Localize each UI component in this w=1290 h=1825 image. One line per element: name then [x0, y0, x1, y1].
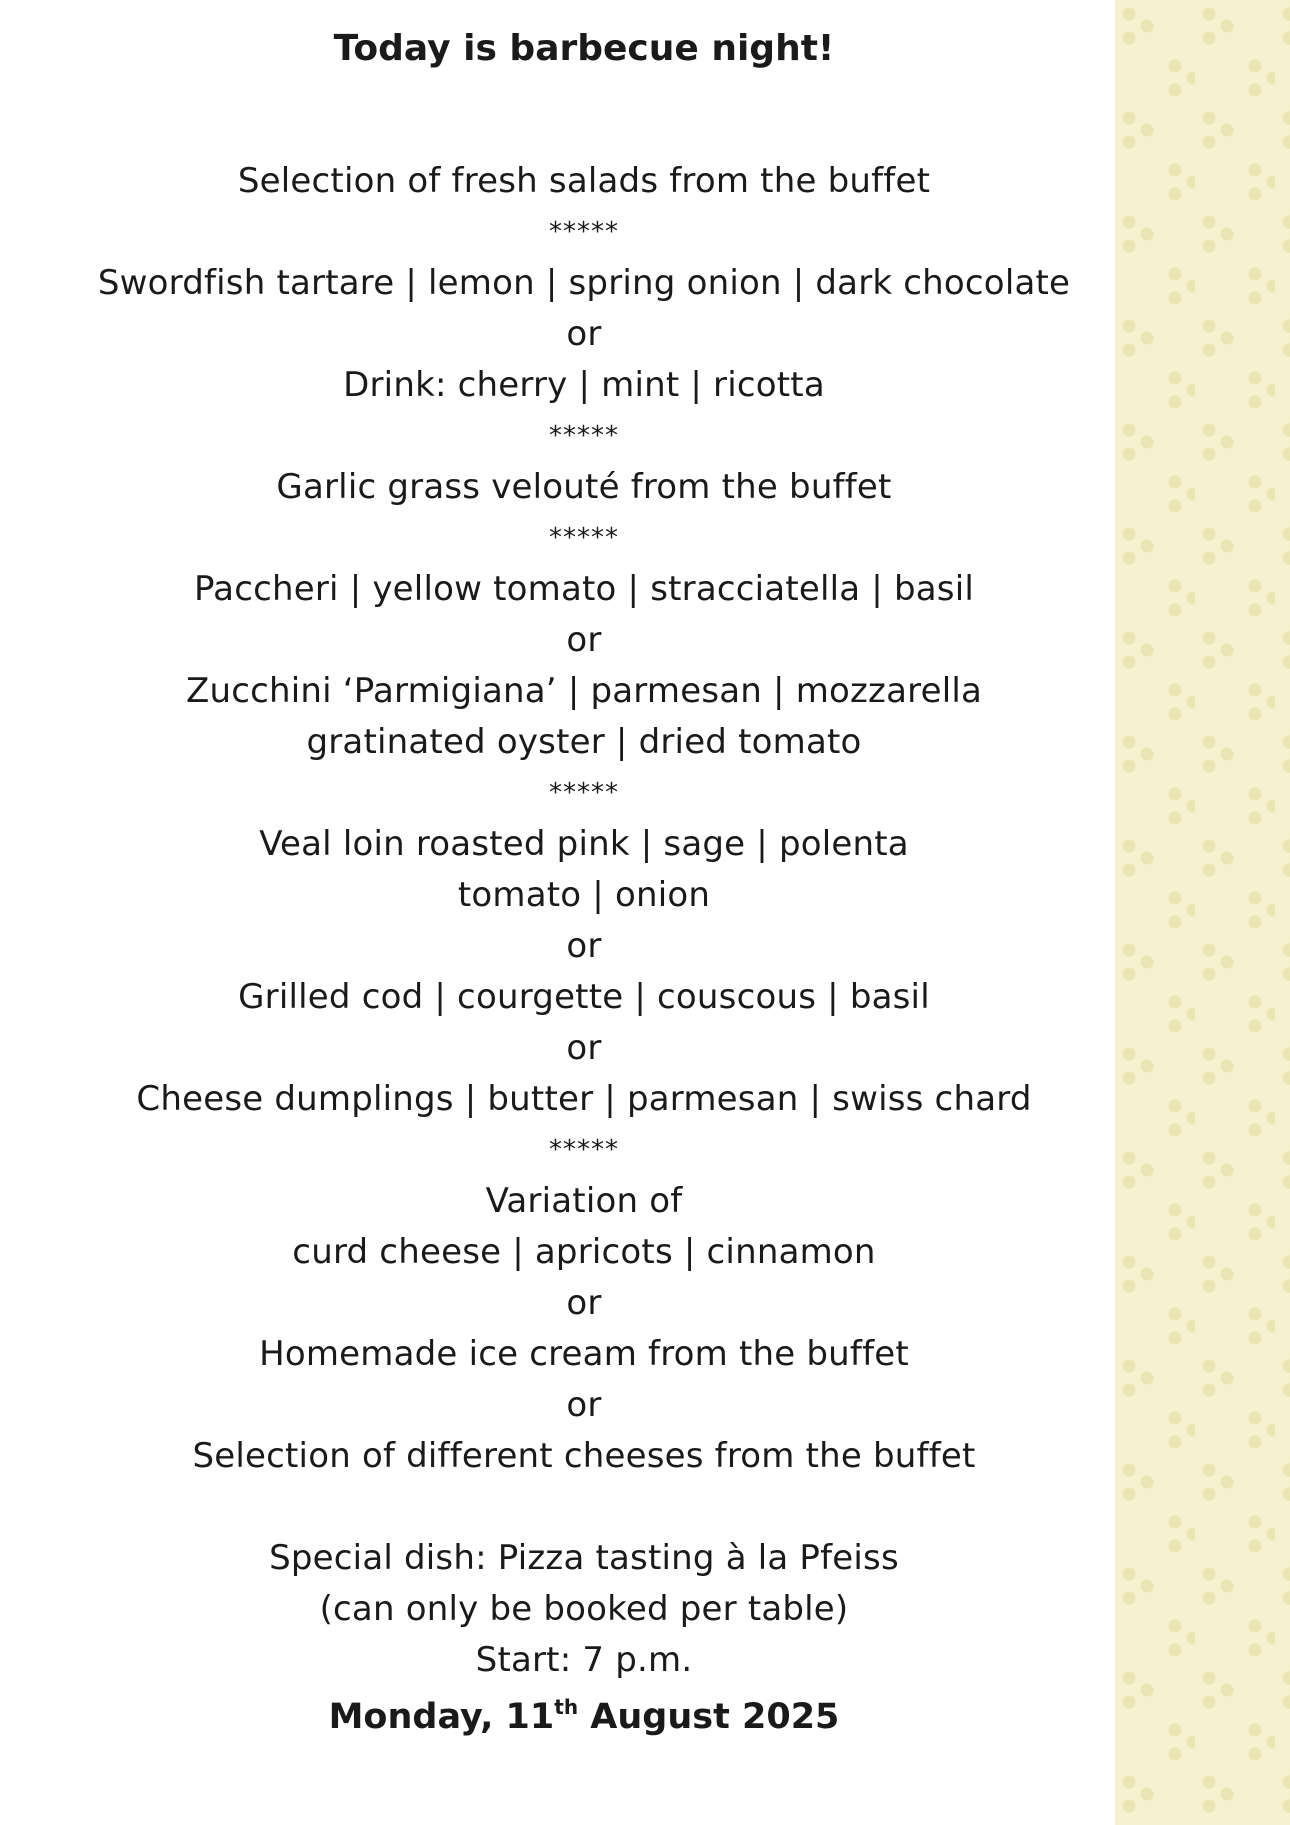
course-separator: *****: [549, 778, 619, 808]
course-separator: *****: [549, 1135, 619, 1165]
or-divider: or: [566, 1028, 602, 1068]
menu-line: Grilled cod | courgette | couscous | basil: [238, 977, 930, 1017]
menu-line: gratinated oyster | dried tomato: [306, 722, 862, 762]
course-separator: *****: [549, 217, 619, 247]
or-divider: or: [566, 1385, 602, 1425]
menu-line: Zucchini ‘Parmigiana’ | parmesan | mozzarella: [185, 671, 983, 711]
menu-line: Drink: cherry | mint | ricotta: [343, 365, 825, 405]
menu-line: Variation of: [485, 1181, 683, 1221]
menu-line: Special dish: Pizza tasting à la Pfeiss: [269, 1538, 899, 1578]
date-weekday-day: Monday, 11: [328, 1697, 555, 1737]
menu-line: Selection of different cheeses from the buffet: [192, 1436, 976, 1476]
or-divider: or: [566, 1283, 602, 1323]
spacer: [0, 1482, 1168, 1533]
menu-line: Veal loin roasted pink | sage | polenta: [259, 824, 909, 864]
course-separator: *****: [549, 421, 619, 451]
menu-title: Today is barbecue night!: [333, 28, 835, 69]
menu-line: Garlic grass velouté from the buffet: [276, 467, 892, 507]
or-divider: or: [566, 620, 602, 660]
menu-line: Selection of fresh salads from the buffet: [237, 161, 931, 201]
menu-list: [0, 156, 1168, 1686]
or-divider: or: [566, 314, 602, 354]
menu-line: Start: 7 p.m.: [475, 1640, 693, 1680]
menu-line: Swordfish tartare | lemon | spring onion | dark chocolate: [97, 263, 1071, 303]
menu-date: [0, 1694, 1168, 1740]
or-divider: or: [566, 926, 602, 966]
date-month-year: August 2025: [578, 1697, 840, 1737]
course-separator: *****: [549, 523, 619, 553]
menu-line: curd cheese | apricots | cinnamon: [292, 1232, 876, 1272]
menu-line: Paccheri | yellow tomato | stracciatella | basil: [194, 569, 974, 609]
menu-line: Homemade ice cream from the buffet: [259, 1334, 909, 1374]
menu-line: tomato | onion: [457, 875, 711, 915]
menu-line: (can only be booked per table): [319, 1589, 849, 1629]
menu-line: Cheese dumplings | butter | parmesan | swiss chard: [136, 1079, 1032, 1119]
date-ordinal-suffix: th: [554, 1695, 579, 1719]
